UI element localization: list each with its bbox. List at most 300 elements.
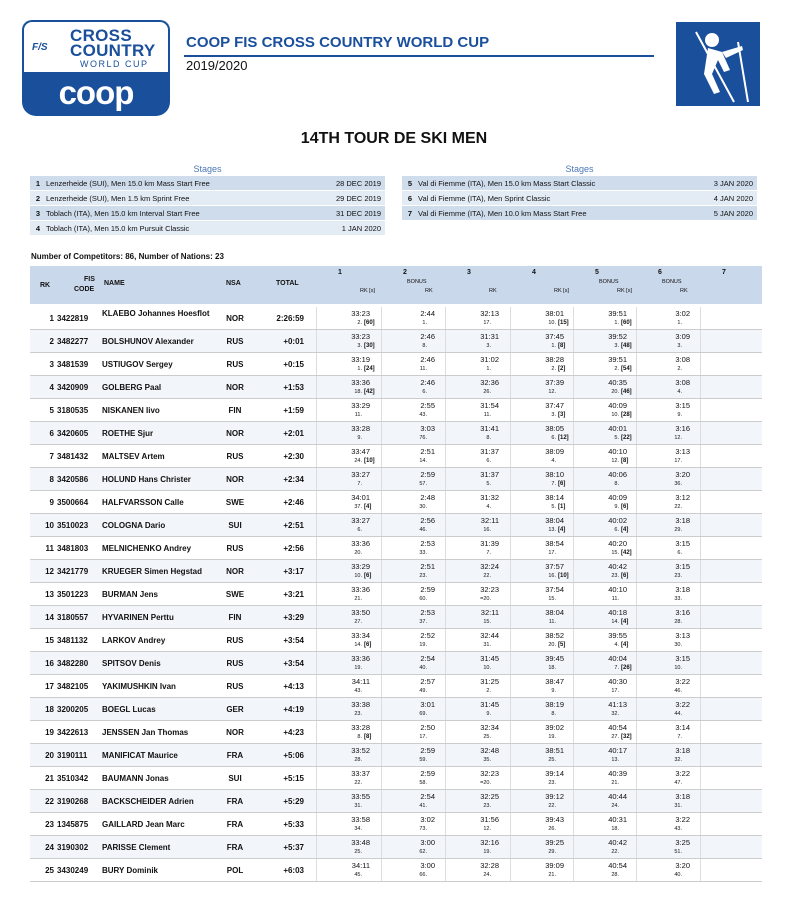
stage-rank: 16. [548, 573, 556, 579]
grid-line [573, 537, 574, 559]
stage-rank: 37. [354, 504, 362, 510]
grid-line [381, 537, 382, 559]
grid-line [445, 560, 446, 582]
grid-line [636, 445, 637, 467]
stage-rank: 26. [483, 389, 491, 395]
total-time-cell: +2:51 [283, 521, 304, 530]
grid-line [700, 583, 701, 605]
stage-time: 33:36 [351, 539, 370, 548]
athlete-name: BAUMANN Jonas [102, 774, 169, 783]
col-rk: RK [680, 288, 688, 294]
nsa-cell: NOR [226, 429, 244, 438]
stage-rank: 6. [551, 435, 556, 441]
grid-line [573, 514, 574, 536]
stage-rank: 2. [486, 688, 491, 694]
nsa-cell: FRA [226, 797, 244, 806]
stage-time: 33:36 [351, 378, 370, 387]
stage-time: 39:43 [545, 815, 564, 824]
stage-bonus: [60] [621, 320, 632, 326]
stage-rank: 57. [419, 481, 427, 487]
stage-rank: 3. [677, 343, 682, 349]
stage-time: 2:59 [420, 746, 435, 755]
stage-time: 33:36 [351, 585, 370, 594]
grid-line [381, 445, 382, 467]
grid-line [510, 675, 511, 697]
stage-time: 33:34 [351, 631, 370, 640]
stage-bonus: [12] [558, 435, 569, 441]
stage-rank: 22. [483, 573, 491, 579]
stage-rank: 12. [548, 389, 556, 395]
grid-line [381, 675, 382, 697]
table-row [30, 859, 762, 882]
stage-time: 40:44 [608, 792, 627, 801]
logo-line2: COUNTRY [70, 41, 156, 60]
rank-cell: 21 [45, 774, 54, 783]
stage-time: 2:51 [420, 562, 435, 571]
stage-time: 38:04 [545, 608, 564, 617]
stage-time: 3:13 [675, 447, 690, 456]
total-time-cell: +3:54 [283, 636, 304, 645]
grid-line [445, 583, 446, 605]
grid-line [700, 813, 701, 835]
stage-time: 34:01 [351, 493, 370, 502]
stage-rank: 3. [614, 343, 619, 349]
stage-time: 33:23 [351, 332, 370, 341]
stage-time: 3:02 [420, 815, 435, 824]
stage-time: 3:13 [675, 631, 690, 640]
stage-time: 32:28 [480, 861, 499, 870]
grid-line [381, 583, 382, 605]
stage-rank: 6. [677, 550, 682, 556]
grid-line [636, 422, 637, 444]
grid-line [445, 836, 446, 858]
stage-rank: 40. [674, 872, 682, 878]
stage-time: 40:09 [608, 493, 627, 502]
rank-cell: 10 [45, 521, 54, 530]
stage-rank: 23. [419, 573, 427, 579]
stage-time: 33:38 [351, 700, 370, 709]
stage-time: 2:51 [420, 447, 435, 456]
stage-rank: 5. [614, 435, 619, 441]
stage-time: 32:23 [480, 769, 499, 778]
grid-line [573, 813, 574, 835]
grid-line [381, 491, 382, 513]
stage-rank: 1. [422, 320, 427, 326]
rank-cell: 19 [45, 728, 54, 737]
athlete-name: BOEGL Lucas [102, 705, 156, 714]
stage-rank: 1. [614, 320, 619, 326]
stage-rank: 20. [354, 550, 362, 556]
stage-rank: 9. [551, 688, 556, 694]
grid-line [573, 721, 574, 743]
stage-time: 2:52 [420, 631, 435, 640]
stage-bonus: [60] [364, 320, 375, 326]
rank-cell: 13 [45, 590, 54, 599]
stage-time: 31:45 [480, 700, 499, 709]
col-bonus: BONUS [599, 279, 619, 285]
stage-time: 37:54 [545, 585, 564, 594]
grid-line [700, 606, 701, 628]
stage-time: 3:03 [420, 424, 435, 433]
grid-line [700, 537, 701, 559]
stage-name: Toblach (ITA), Men 15.0 km Interval Start Free [46, 209, 200, 218]
stage-row [402, 176, 757, 191]
fis-code-cell: 3482105 [57, 682, 89, 691]
athlete-name: MALTSEV Artem [102, 452, 165, 461]
logo-top-panel [22, 20, 170, 72]
stage-bonus: [48] [621, 343, 632, 349]
stage-time: 3:22 [675, 700, 690, 709]
stage-bonus: [10] [364, 458, 375, 464]
nsa-cell: NOR [226, 314, 244, 323]
stage-time: 2:54 [420, 654, 435, 663]
grid-line [636, 468, 637, 490]
grid-line [636, 353, 637, 375]
total-time-cell: +2:56 [283, 544, 304, 553]
stage-time: 31:37 [480, 447, 499, 456]
stage-time: 39:12 [545, 792, 564, 801]
grid-line [316, 606, 317, 628]
grid-line [381, 721, 382, 743]
nsa-cell: NOR [226, 475, 244, 484]
stage-rank: 13. [611, 757, 619, 763]
grid-line [573, 698, 574, 720]
grid-line [316, 859, 317, 881]
total-time-cell: +4:19 [283, 705, 304, 714]
grid-line [445, 376, 446, 398]
table-row [30, 790, 762, 813]
grid-line [700, 767, 701, 789]
fis-code-cell: 3422819 [57, 314, 89, 323]
stage-time: 38:52 [545, 631, 564, 640]
grid-line [510, 307, 511, 329]
stage-rank: 24. [354, 458, 362, 464]
grid-line [700, 491, 701, 513]
grid-line [573, 836, 574, 858]
total-time-cell: +3:54 [283, 659, 304, 668]
stage-date: 3 JAN 2020 [713, 179, 753, 188]
stage-number: 6 [407, 194, 413, 203]
grid-line [445, 330, 446, 352]
total-time-cell: +1:53 [283, 383, 304, 392]
fis-code-cell: 3200205 [57, 705, 89, 714]
grid-line [316, 537, 317, 559]
stage-rank: 22. [611, 849, 619, 855]
grid-line [510, 721, 511, 743]
grid-line [510, 629, 511, 651]
grid-line [510, 859, 511, 881]
logo-cross-country [70, 28, 156, 58]
stage-rank: 17. [548, 550, 556, 556]
grid-line [445, 537, 446, 559]
stage-time: 40:54 [608, 861, 627, 870]
stage-rank: 59. [419, 757, 427, 763]
rank-cell: 9 [49, 498, 54, 507]
grid-line [636, 491, 637, 513]
col-nsa: NSA [226, 280, 241, 287]
fis-code-cell: 3500664 [57, 498, 89, 507]
grid-line [636, 790, 637, 812]
grid-line [316, 652, 317, 674]
grid-line [316, 583, 317, 605]
stage-time: 40:04 [608, 654, 627, 663]
stage-time: 2:46 [420, 378, 435, 387]
nsa-cell: RUS [226, 337, 244, 346]
stage-time: 32:34 [480, 723, 499, 732]
stage-time: 2:48 [420, 493, 435, 502]
stage-rank: 11. [354, 412, 362, 418]
col-stage-4: 4 [532, 269, 536, 276]
grid-line [636, 583, 637, 605]
athlete-name: SPITSOV Denis [102, 659, 161, 668]
grid-line [445, 468, 446, 490]
rank-cell: 6 [49, 429, 54, 438]
stage-rank: 73. [419, 826, 427, 832]
col-stage-3: 3 [467, 269, 471, 276]
table-row [30, 468, 762, 491]
rank-cell: 12 [45, 567, 54, 576]
grid-line [381, 468, 382, 490]
rank-cell: 17 [45, 682, 54, 691]
stage-rank: 20. [611, 389, 619, 395]
stage-time: 38:05 [545, 424, 564, 433]
stage-rank: 18. [611, 826, 619, 832]
stage-rank: 45. [354, 872, 362, 878]
grid-line [573, 606, 574, 628]
stage-row [402, 206, 757, 221]
stage-rank: 10. [354, 573, 362, 579]
table-row [30, 491, 762, 514]
stage-time: 2:59 [420, 585, 435, 594]
grid-line [510, 422, 511, 444]
grid-line [445, 399, 446, 421]
stage-time: 38:47 [545, 677, 564, 686]
stage-bonus: [1] [558, 504, 566, 510]
grid-line [573, 307, 574, 329]
stage-rank: 8. [422, 343, 427, 349]
col-bonus: BONUS [407, 279, 427, 285]
stages-header: Stages [193, 164, 222, 174]
stage-bonus: [4] [621, 642, 629, 648]
grid-line [316, 675, 317, 697]
stage-time: 34:11 [351, 861, 370, 870]
grid-line [573, 675, 574, 697]
grid-line [445, 422, 446, 444]
grid-line [445, 675, 446, 697]
stage-time: 31:41 [480, 424, 499, 433]
total-time-cell: +1:59 [283, 406, 304, 415]
stage-rank: 2. [614, 366, 619, 372]
stage-time: 40:02 [608, 516, 627, 525]
athlete-name: HOLUND Hans Christer [102, 475, 191, 484]
fis-code-cell: 3481132 [57, 636, 88, 645]
stage-bonus: [24] [364, 366, 375, 372]
stage-time: 40:20 [608, 539, 627, 548]
stage-rank: 43. [674, 826, 682, 832]
stage-time: 33:29 [351, 562, 370, 571]
stage-time: 3:12 [675, 493, 690, 502]
stage-rank: 6. [357, 527, 362, 533]
stage-bonus: [30] [364, 343, 375, 349]
stage-time: 37:39 [545, 378, 564, 387]
grid-line [381, 767, 382, 789]
grid-line [510, 583, 511, 605]
stage-bonus: [42] [364, 389, 375, 395]
stage-rank: 21. [548, 872, 556, 878]
rank-cell: 3 [49, 360, 54, 369]
stage-rank: 3. [551, 412, 556, 418]
grid-line [510, 560, 511, 582]
skier-pictogram-icon [676, 22, 760, 106]
results-table-header [30, 266, 762, 304]
grid-line [316, 422, 317, 444]
total-time-cell: +0:01 [283, 337, 304, 346]
col-rk-s: RK [s] [554, 288, 569, 294]
stage-rank: 40. [419, 665, 427, 671]
stage-rank: 66. [419, 872, 427, 878]
fis-code-cell: 3510023 [57, 521, 89, 530]
stage-time: 2:46 [420, 332, 435, 341]
grid-line [381, 744, 382, 766]
stage-rank: 30. [419, 504, 427, 510]
stage-time: 3:18 [675, 746, 690, 755]
stage-time: 38:09 [545, 447, 564, 456]
fis-code-cell: 3482280 [57, 659, 89, 668]
stage-rank: 31. [483, 642, 491, 648]
competitors-summary: Number of Competitors: 86, Number of Nations: 23 [31, 252, 224, 261]
stage-time: 39:14 [545, 769, 564, 778]
grid-line [510, 514, 511, 536]
grid-line [510, 790, 511, 812]
stage-rank: 1. [357, 366, 362, 372]
nsa-cell: GER [226, 705, 244, 714]
total-time-cell: +5:06 [283, 751, 304, 760]
stage-time: 3:20 [675, 861, 690, 870]
stage-rank: 29. [548, 849, 556, 855]
stage-date: 5 JAN 2020 [713, 209, 753, 218]
stage-time: 39:51 [608, 355, 627, 364]
stage-rank: 29. [674, 527, 682, 533]
athlete-name: BURY Dominik [102, 866, 159, 875]
rank-cell: 25 [45, 866, 54, 875]
stage-rank: 34. [354, 826, 362, 832]
rank-cell: 8 [49, 475, 54, 484]
grid-line [573, 353, 574, 375]
grid-line [381, 629, 382, 651]
table-row [30, 583, 762, 606]
stage-bonus: [46] [621, 389, 632, 395]
nsa-cell: FRA [226, 843, 244, 852]
grid-line [636, 606, 637, 628]
stage-number: 3 [35, 209, 41, 218]
stage-time: 39:25 [545, 838, 564, 847]
stage-time: 40:39 [608, 769, 627, 778]
grid-line [445, 652, 446, 674]
stage-name: Lenzerheide (SUI), Men 15.0 km Mass Start Free [46, 179, 210, 188]
total-time-cell: +4:13 [283, 682, 304, 691]
stage-rank: 3. [357, 343, 362, 349]
stage-time: 2:57 [420, 677, 435, 686]
stage-rank: 41. [419, 803, 427, 809]
stage-rank: 6. [486, 458, 491, 464]
stage-time: 38:19 [545, 700, 564, 709]
stage-time: 40:42 [608, 562, 627, 571]
stage-time: 32:11 [480, 608, 499, 617]
stage-rank: 62. [419, 849, 427, 855]
stage-time: 33:19 [351, 355, 370, 364]
table-row [30, 445, 762, 468]
stage-bonus: [8] [364, 734, 372, 740]
table-row [30, 560, 762, 583]
stage-rank: 69. [419, 711, 427, 717]
grid-line [445, 491, 446, 513]
grid-line [573, 790, 574, 812]
stage-rank: 25. [483, 734, 491, 740]
total-time-cell: +4:23 [283, 728, 304, 737]
stage-time: 40:35 [608, 378, 627, 387]
grid-line [316, 629, 317, 651]
nsa-cell: FRA [226, 751, 244, 760]
stages-header: Stages [565, 164, 594, 174]
col-code: CODE [74, 286, 95, 293]
nsa-cell: RUS [226, 636, 244, 645]
stage-rank: 30. [674, 642, 682, 648]
col-stage-1: 1 [338, 269, 342, 276]
stage-rank: 10. [674, 665, 682, 671]
grid-line [636, 629, 637, 651]
stage-time: 3:15 [675, 539, 690, 548]
stage-rank: 8. [551, 711, 556, 717]
stage-rank: 43. [354, 688, 362, 694]
athlete-name: BACKSCHEIDER Adrien [102, 797, 194, 806]
stage-rank: 23. [548, 780, 556, 786]
stage-bonus: [6] [364, 642, 372, 648]
stage-time: 3:15 [675, 562, 690, 571]
grid-line [316, 445, 317, 467]
stage-rank: 33. [419, 550, 427, 556]
grid-line [316, 744, 317, 766]
stage-name: Val di Fiemme (ITA), Men 10.0 km Mass Start Free [418, 209, 587, 218]
stage-rank: 31. [674, 803, 682, 809]
total-time-cell: +2:30 [283, 452, 304, 461]
stage-time: 40:18 [608, 608, 627, 617]
nsa-cell: RUS [226, 544, 244, 553]
stage-rank: 23. [354, 711, 362, 717]
stage-rank: 51. [674, 849, 682, 855]
stage-rank: 9. [677, 412, 682, 418]
stage-rank: 46. [419, 527, 427, 533]
stage-rank: 21. [354, 596, 362, 602]
stage-bonus: [15] [558, 320, 569, 326]
stage-rank: 35. [483, 757, 491, 763]
stage-time: 2:54 [420, 792, 435, 801]
stage-row [30, 206, 385, 221]
stage-time: 3:15 [675, 654, 690, 663]
stage-rank: 1. [551, 343, 556, 349]
fis-code-cell: 3421779 [57, 567, 89, 576]
grid-line [510, 652, 511, 674]
stage-row [402, 191, 757, 206]
stage-number: 7 [407, 209, 413, 218]
stage-rank: 22. [354, 780, 362, 786]
stage-rank: 60. [419, 596, 427, 602]
nsa-cell: RUS [226, 360, 244, 369]
stage-time: 31:56 [480, 815, 499, 824]
stage-date: 29 DEC 2019 [335, 194, 381, 203]
total-time-cell: +5:29 [283, 797, 304, 806]
grid-line [510, 698, 511, 720]
grid-line [573, 652, 574, 674]
